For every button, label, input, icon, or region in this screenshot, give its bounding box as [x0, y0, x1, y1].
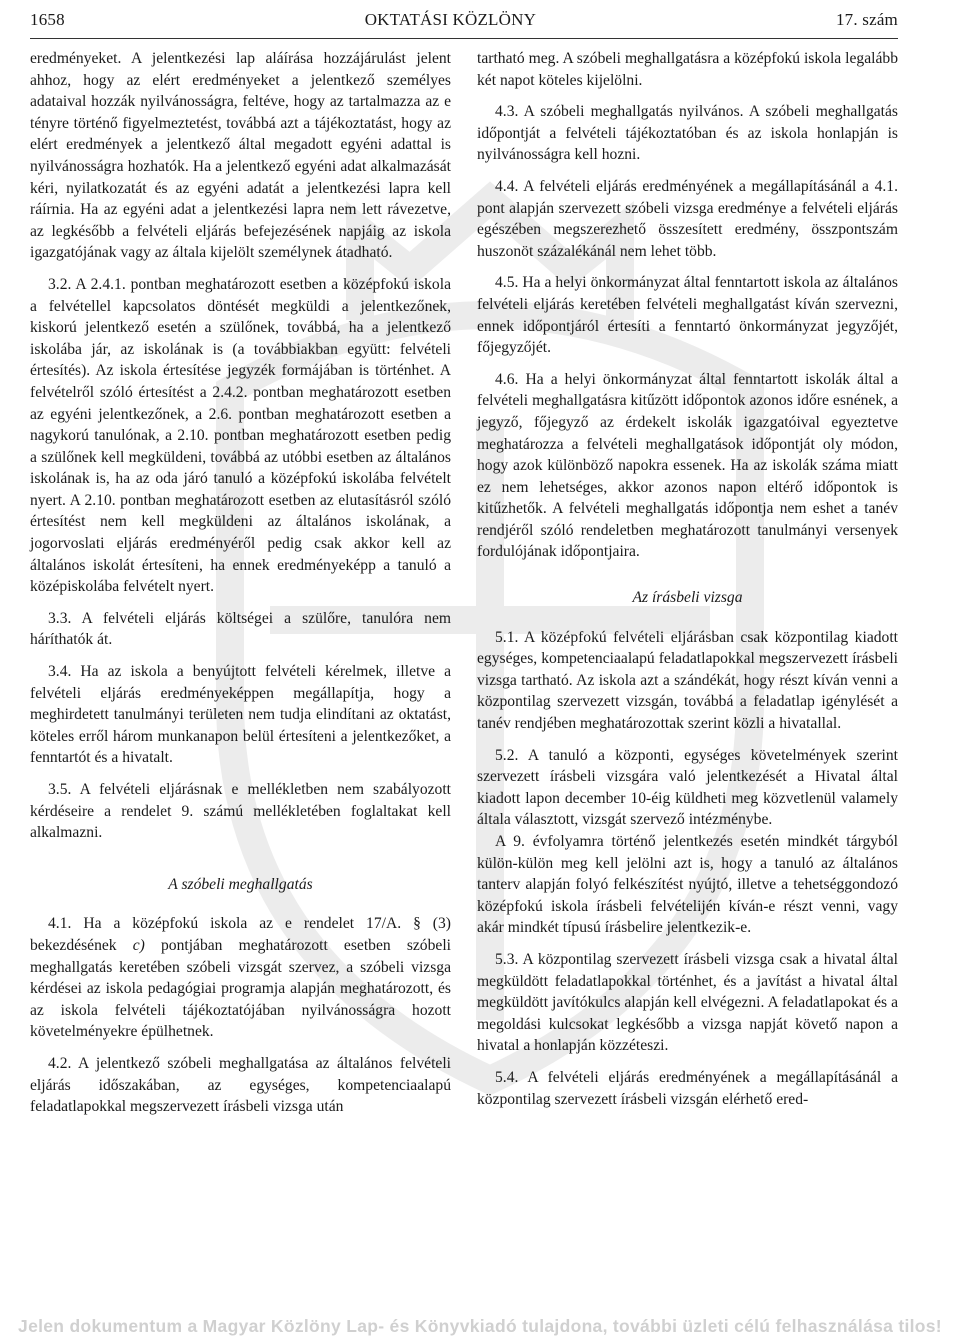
paragraph-4-1-emphasis: c) — [132, 936, 145, 954]
paragraph-3-4: 3.4. Ha az iskola a benyújtott felvételi kérelmek, illetve a felvételi eljárás eredményeképpen megállapítja, hogy a meghirdetett tanulmányi területen nem tudja elindítani az oktatást, köteles erről három munkanapon belül értesíteni a jelentkezőket, a fenntartót és a hivatalt. — [30, 663, 451, 767]
paragraph-5-2: 5.2. A tanuló a központi, egységes követelmények szerint szervezett írásbeli vizsgára való jelentkezését a Hivatal által kiadott lapon december 10-éig küldheti meg közvetlenül valamely általa választott, vizsgát szervező intézménybe. — [477, 746, 898, 829]
page-number: 1658 — [30, 10, 65, 29]
paragraph-continuation-right: tartható meg. A szóbeli meghallgatásra a középfokú iskola legalább két napot köteles kijelölni. — [477, 50, 898, 89]
paragraph-3-2: 3.2. A 2.4.1. pontban meghatározott esetben a középfokú iskola a felvétellel kapcsolatos döntését megküldi a jelentkezőnek, kiskorú jelentkező esetén a szülőnek, továbbá, ha a jelentkező iskolába jár, az iskolának is (a továbbiakban együtt: felvételi értesítés). Az iskola értesítése jegyzék formájában is történhet. A felvételről szóló értesítést a 2.4.2. pontban meghatározott esetben az egyéni jelentkezőnek, a 2.6. pontban meghatározott esetben a nagykorú tanulónak, a 2.10. pontban meghatározott esetben pedig a szülőnek kell megküldeni, továbbá az utóbbi esetben az általános iskolának is, ha az oda járó tanuló a középfokú iskolába felvételt nyert. A 2.10. pontban meghatározott esetben az elutasításról szóló értesítést nem kell megküldeni az általános iskolának, a jogorvoslati eljárás eredményéről pedig csak akkor kell az általános iskolát értesíteni, ha ennek eredményeképp a tanuló a középiskolába felvételt nyert. — [30, 275, 451, 596]
footer-notice-band — [0, 1312, 960, 1340]
paragraph-4-1-part-b: pontjában meghatározott esetben szóbeli meghallgatás keretében szóbeli vizsgát szervez, a szóbeli vizsga kérdései az iskola pedagógiai programja alapján meghatározott, és az iskola felvételi tájékoztatójában nyilvánosságra hozott követelményekre épülhetnek. — [30, 936, 451, 1041]
paragraph-4-6: 4.6. Ha a helyi önkormányzat által fenntartott iskolák által a felvételi meghallgatásra kitűzött időpontok azonos időre esnének, a jegyző, főjegyző az érdekelt iskolák igazgatóival egyeztetve meghatározza a felvételi meghallgatások időpontját oly módon, hogy azok különböző napokra essenek. Ha az iskolák száma miatt ez nem lehetséges, akkor azonos napon eltérő időpontok is kitűzhetők. A felvételi meghallgatás időpontja nem eshet a tanév rendjéről szóló rendeletben meghatározott tanulmányi versenyek fordulójának időpontjaira. — [477, 370, 898, 561]
right-column — [477, 48, 898, 1248]
publication-title: OKTATÁSI KÖZLÖNY — [364, 10, 537, 29]
paragraph-5-3: 5.3. A központilag szervezett írásbeli vizsga csak a hivatal által megküldött feladatlapokkal történhet, és a javítást a hivatal által megküldött javítókulcs alapján kell elvégezni. A feladatlapokat és a megoldási kulcsokat legkésőbb a vizsga napját követő napon a hivatal a honlapján közzéteszi. — [477, 950, 898, 1055]
page-header — [30, 10, 898, 32]
copyright-notice: Jelen dokumentum a Magyar Közlöny Lap- és Könyvkiadó tulajdona, további üzleti célú felhasználása tilos! — [18, 1315, 942, 1336]
section-heading-oral-hearing: A szóbeli meghallgatás — [168, 875, 313, 893]
paragraph-3-3: 3.3. A felvételi eljárás költségei a szülőre, tanulóra nem háríthatók át. — [30, 609, 451, 649]
paragraph-3-5: 3.5. A felvételi eljárásnak e mellékletben nem szabályozott kérdéseire a rendelet 9. számú mellékletében foglaltakat kell alkalmazni. — [30, 781, 451, 842]
paragraph-continuation: eredményeket. A jelentkezési lap aláírása hozzájárulást jelent ahhoz, hogy az elért eredményeket a jelentkező személyes adataival hozzák nyilvánosságra, feltéve, hogy az tartalmazza az e tényre történő figyelmeztetést, továbbá azt a tájékoztatást, hogy az elért eredmények a jelentkező által megadott egyéni adattal is nyilvánosságra hozhatók. Ha a jelentkező egyéni adat alkalmazását kéri, nyilatkozatát és az egyéni adatát a jelentkezési lapra kell ráírnia. Ha az egyéni adat a jelentkezési lapra nem lett rávezetve, az legkésőbb a felvételi eljárás befejezésének napjáig az iskola igazgatójának vagy az általa kijelölt személynek átadható. — [30, 50, 451, 262]
section-heading-written-exam: Az írásbeli vizsga — [632, 589, 743, 607]
paragraph-4-2: 4.2. A jelentkező szóbeli meghallgatása az általános felvételi eljárás időszakában, az egységes, kompetenciaalapú feladatlapokkal megszervezett írásbeli vizsga után — [30, 1054, 451, 1116]
paragraph-4-5: 4.5. Ha a helyi önkormányzat által fenntartott iskola az általános felvételi eljárás keretében felvételi meghallgatást kíván szervezni, ennek időpontjáról értesíti a fenntartó önkormányzat jegyzőjét, főjegyzőjét. — [477, 274, 898, 357]
paragraph-5-1: 5.1. A középfokú felvételi eljárásban csak központilag kiadott egységes, kompetenciaalapú feladatlapokkal megszervezett írásbeli vizsga tartható. Az iskola azt a szándékát, hogy részt kíván venni a központilag szervezett vizsgán, továbbá a feladatlap igénylését a tanév rendjében meghatározottak szerint közli a hivatallal. — [477, 628, 898, 733]
paragraph-5-2-continued: A 9. évfolyamra történő jelentkezés esetén mindkét tárgyból külön-külön meg kell jelölni azt is, hogy a tanuló az általános tanterv alapján folyó felkészítést nyújtó, illetve a tehetséggondozó középfokú iskola írásbeli felvételijén kíván-e részt venni, vagy akár mindkét típusú írásbelire jelentkezik-e. — [477, 833, 898, 937]
issue-number: 17. szám — [835, 10, 898, 29]
paragraph-4-1 — [30, 913, 451, 1043]
paragraph-4-1-part-a: 4.1. Ha a középfokú iskola az e rendelet 17/A. § (3) bekezdésének — [30, 915, 451, 954]
left-column — [30, 48, 451, 1248]
paragraph-5-4: 5.4. A felvételi eljárás eredményének a megállapításánál a központilag szervezett írásbeli vizsgán elérhető ered- — [477, 1068, 898, 1108]
paragraph-4-4: 4.4. A felvételi eljárás eredményének a megállapításánál a 4.1. pont alapján szervezett szóbeli vizsga eredménye a felvételi eljárás egészében megszerezhető összesített eredmény, összpontszám huszonöt százalékánál nem lehet több. — [477, 177, 898, 260]
paragraph-4-3: 4.3. A szóbeli meghallgatás nyilvános. A szóbeli meghallgatás időpontját a felvételi tájékoztatóban és az iskola honlapján is nyilvánosságra kell hozni. — [477, 103, 898, 164]
header-divider — [30, 38, 898, 39]
